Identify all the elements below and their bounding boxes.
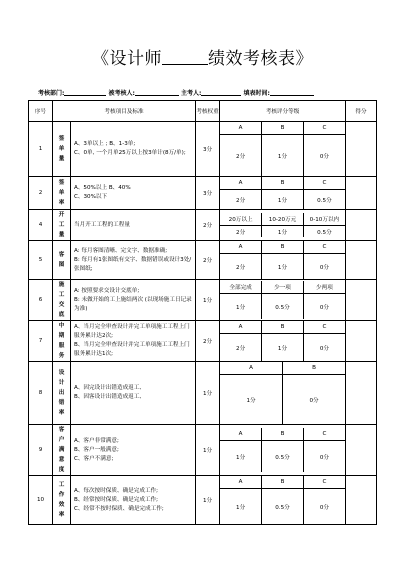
criteria-line: A、3单以上 ; B、1-3单; [74, 141, 136, 147]
item-name-text: 中期服务 [58, 323, 65, 359]
grade-level: B [262, 428, 304, 441]
meta-assessor-blank [135, 89, 179, 96]
header-grade: 考核评分等级 [220, 101, 346, 122]
grade-level: 少两项 [303, 281, 345, 294]
table-row [29, 210, 377, 241]
grade-subtable [220, 428, 345, 472]
row-grade-cell [220, 241, 346, 280]
grade-points: 0分 [283, 375, 346, 425]
meta-date-blank [270, 89, 314, 96]
row-number: 1 [29, 122, 53, 177]
row-score-input[interactable] [346, 122, 377, 177]
row-weight: 2分 [196, 241, 220, 280]
row-criteria [71, 362, 196, 425]
criteria-line: 当月开工工程的工程量 [74, 221, 130, 228]
grade-points: 0.5分 [262, 489, 304, 525]
row-grade-cell [220, 362, 346, 425]
grade-points: 0分 [303, 254, 345, 280]
criteria-line: B、因客设计出错造成返工、 [74, 394, 145, 400]
item-name-text: 签单率 [58, 180, 65, 206]
row-criteria [71, 241, 196, 280]
row-criteria [71, 280, 196, 321]
row-item-name [53, 321, 71, 362]
header-score: 得分 [346, 101, 377, 122]
row-item-name [53, 210, 71, 241]
grade-level: 0-10万以内 [303, 213, 345, 226]
row-number: 8 [29, 362, 53, 425]
row-item-name [53, 476, 71, 525]
row-item-name [53, 280, 71, 321]
grade-points: 0分 [303, 489, 345, 525]
row-grade-cell [220, 177, 346, 210]
grade-points: 0分 [303, 441, 345, 473]
row-score-input[interactable] [346, 280, 377, 321]
header-criteria: 考核项目及标准 [53, 101, 196, 122]
grade-points: 1分 [236, 304, 246, 311]
criteria-line: A、每次按时保质、确是完成工作; [74, 487, 159, 494]
grade-points: 2分 [236, 229, 246, 236]
title-prefix: 《设计师 [92, 49, 162, 69]
grade-points: 0.5分 [303, 190, 345, 210]
grade-points: 2分 [236, 345, 246, 352]
item-name-text: 施工交底 [58, 282, 65, 318]
row-score-input[interactable] [346, 210, 377, 241]
grade-subtable [220, 362, 345, 424]
row-grade-cell [220, 321, 346, 362]
row-weight: 2分 [196, 210, 220, 241]
form-title [0, 44, 405, 69]
table-row [29, 241, 377, 280]
grade-level: B [262, 177, 304, 190]
meta-assessor-label: 被考核人: [108, 90, 135, 97]
grade-level: 20万以上 [220, 213, 262, 226]
table-row [29, 476, 377, 525]
grade-level: C [303, 241, 345, 254]
criteria-line: A、客户非常满意; [74, 437, 119, 444]
grade-level: B [262, 122, 304, 135]
row-score-input[interactable] [346, 321, 377, 362]
table-header-row [29, 101, 377, 122]
row-item-name [53, 177, 71, 210]
row-criteria [71, 321, 196, 362]
meta-reviewer-label: 主考人: [181, 90, 202, 97]
grade-points: 2分 [236, 153, 246, 160]
grade-points: 2分 [236, 197, 246, 204]
row-number: 2 [29, 177, 53, 210]
table-row [29, 177, 377, 210]
item-name-text: 设计出错率 [58, 370, 65, 416]
meta-reviewer-blank [201, 89, 241, 96]
criteria-line: B、客户一般满意; [74, 446, 119, 453]
grade-points: 0分 [303, 294, 345, 320]
row-weight: 2分 [196, 321, 220, 362]
grade-points: 1分 [246, 397, 256, 404]
item-name-text: 客图 [58, 252, 65, 268]
row-criteria [71, 476, 196, 525]
grade-points: 1分 [236, 504, 246, 511]
criteria-line: C、客户不满意; [74, 455, 114, 462]
row-score-input[interactable] [346, 362, 377, 425]
table-body [29, 122, 377, 525]
grade-level: B [262, 321, 304, 334]
row-criteria [71, 425, 196, 476]
row-score-input[interactable] [346, 425, 377, 476]
appraisal-table [28, 100, 377, 525]
row-score-input[interactable] [346, 241, 377, 280]
row-criteria [71, 122, 196, 177]
table-row [29, 425, 377, 476]
item-name-text: 客户满意度 [58, 427, 65, 473]
grade-level: C [303, 177, 345, 190]
grade-points: 1分 [262, 135, 304, 177]
row-grade-cell [220, 425, 346, 476]
form-meta-row [38, 88, 368, 97]
grade-level: C [303, 428, 345, 441]
criteria-line: B: 未做开始的工上施结两次 (以现场施工日记录为准) [74, 296, 192, 312]
grade-points: 1分 [262, 190, 304, 210]
row-weight: 1分 [196, 476, 220, 525]
row-number: 5 [29, 241, 53, 280]
criteria-line: B: 每月有1张图纸有交字、数据错误或设计3处/张图纸; [74, 256, 192, 272]
criteria-line: A、当月完全审查设计并完工单项施工工程上门服务累计达2次; [74, 324, 190, 339]
grade-level: A [220, 428, 262, 441]
row-item-name [53, 241, 71, 280]
row-score-input[interactable] [346, 476, 377, 525]
grade-points: 0分 [303, 334, 345, 362]
grade-level: 全部完成 [220, 281, 262, 294]
row-score-input[interactable] [346, 177, 377, 210]
grade-points: 1分 [236, 454, 246, 461]
grade-level: 少一项 [262, 281, 304, 294]
criteria-line: C、经常不按时保质、确是完成工作; [74, 505, 164, 512]
row-weight: 1分 [196, 280, 220, 321]
grade-level: A [220, 476, 262, 489]
item-name-text: 开工量 [58, 212, 65, 238]
grade-level: B [262, 476, 304, 489]
criteria-line: A、因完设计出错造成返工、 [74, 385, 145, 391]
grade-points: 0分 [303, 135, 345, 177]
row-weight: 1分 [196, 425, 220, 476]
criteria-line: A: 每月客图清晰、完文字、数据准确; [74, 247, 168, 254]
row-weight: 3分 [196, 122, 220, 177]
table-row [29, 362, 377, 425]
criteria-line: A、50%以上 B、40% [74, 185, 131, 191]
grade-level: A [220, 321, 262, 334]
item-name-text: 工作效率 [58, 482, 65, 518]
grade-subtable [220, 177, 345, 209]
row-number: 6 [29, 280, 53, 321]
row-criteria [71, 177, 196, 210]
row-criteria [71, 210, 196, 241]
grade-subtable [220, 281, 345, 319]
header-no: 序号 [29, 101, 53, 122]
row-number: 10 [29, 476, 53, 525]
grade-level: A [220, 122, 262, 135]
meta-dept-blank [64, 89, 106, 96]
row-grade-cell [220, 476, 346, 525]
row-item-name [53, 122, 71, 177]
table-row [29, 280, 377, 321]
grade-level: C [303, 122, 345, 135]
row-number: 7 [29, 321, 53, 362]
grade-level: A [220, 241, 262, 254]
criteria-line: C、0单, 一个月单25万以上按3单计(8万/单); [74, 150, 186, 156]
grade-subtable [220, 476, 345, 524]
grade-points: 0.5分 [262, 294, 304, 320]
grade-points: 1分 [262, 226, 304, 238]
row-weight: 1分 [196, 362, 220, 425]
title-suffix: 绩效考核表》 [208, 49, 313, 69]
row-grade-cell [220, 280, 346, 321]
row-number: 4 [29, 210, 53, 241]
grade-points: 0.5分 [262, 441, 304, 473]
grade-subtable [220, 321, 345, 361]
grade-subtable [220, 213, 345, 237]
grade-points: 0.5分 [303, 226, 345, 238]
grade-level: C [303, 476, 345, 489]
criteria-line: C、30%以下 [74, 194, 108, 200]
grade-level: B [262, 241, 304, 254]
grade-points: 1分 [262, 254, 304, 280]
grade-level: C [303, 321, 345, 334]
row-weight: 3分 [196, 177, 220, 210]
table-row [29, 122, 377, 177]
meta-date-label: 填表时间: [243, 90, 270, 97]
criteria-line: A: 按照要求交设计交底单; [74, 287, 140, 294]
grade-points: 1分 [262, 334, 304, 362]
grade-points: 2分 [236, 264, 246, 271]
title-blank-line [162, 50, 208, 65]
grade-level: B [283, 362, 346, 375]
grade-subtable [220, 241, 345, 279]
grade-level: A [220, 362, 283, 375]
row-item-name [53, 362, 71, 425]
meta-dept-label: 考核部门: [38, 90, 65, 97]
item-name-text: 签单量 [58, 136, 65, 162]
criteria-line: B、经常按时保质、确是完成工作; [74, 496, 159, 503]
row-number: 9 [29, 425, 53, 476]
table-row [29, 321, 377, 362]
row-grade-cell [220, 210, 346, 241]
row-item-name [53, 425, 71, 476]
grade-level: A [220, 177, 262, 190]
grade-subtable [220, 122, 345, 176]
grade-level: 10-20万元 [262, 213, 304, 226]
header-weight: 考核权重 [196, 101, 220, 122]
criteria-line: B、当月完全审查设计并完工单项施工工程上门服务累计达1次; [74, 342, 190, 357]
row-grade-cell [220, 122, 346, 177]
